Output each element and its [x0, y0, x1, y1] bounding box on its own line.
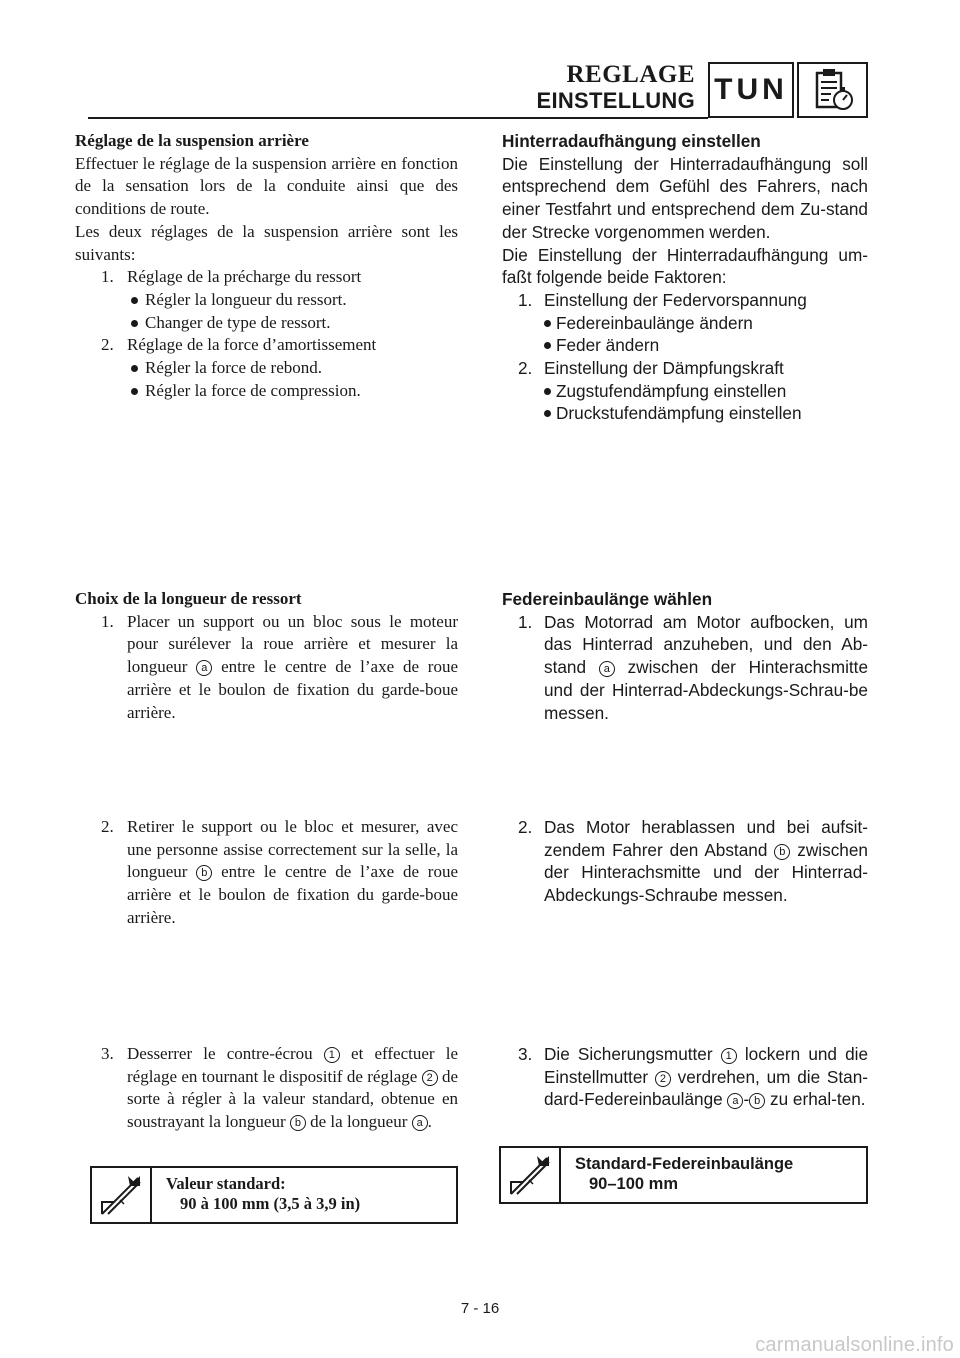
de-spring-heading: Federeinbaulänge wählen: [502, 589, 713, 609]
fr-rear-suspension-section: [75, 130, 458, 402]
de-rear-suspension-section: [502, 130, 868, 425]
de-rear-intro-2: Die Einstellung der Hinterradaufhängung um-faßt folgende beide Faktoren:: [502, 244, 868, 288]
fr-rear-item-2: 2. Réglage de la force d’amortissement: [101, 335, 377, 355]
fr-rear-item-1-bullet-2: Changer de type de ressort.: [75, 312, 458, 335]
fr-spring-heading: Choix de la longueur de ressort: [75, 589, 302, 608]
callout-b-marker: b: [290, 1115, 306, 1131]
de-rear-heading: Hinterradaufhängung einstellen: [502, 131, 761, 151]
callout-2-marker: 2: [655, 1071, 671, 1087]
header-rule: [88, 117, 708, 119]
fr-step-3: 3. Desserrer le contre-écrou 1 et effectuer le réglage en tournant le dispositif de réglage 2 de sorte à régler à la valeur standard, obtenue en soustrayant la longueur b de la longueur a .: [101, 1044, 459, 1132]
de-rear-item-2-bullet-1: Zugstufendämpfung einstellen: [502, 380, 868, 403]
fr-standard-value-box: [90, 1166, 458, 1224]
de-rear-item-2-bullet-2: Druckstufendämpfung einstellen: [502, 402, 868, 425]
fr-rear-intro-2: Les deux réglages de la suspension arrière sont les suivants:: [75, 221, 458, 264]
de-step-1: 1. Das Motorrad am Motor aufbocken, um das Hinterrad anzuheben, und den Ab-stand a zwischen der Hinterachsmitte und der Hinterrad-Abdeckungs-Schrau-be messen.: [518, 611, 869, 723]
callout-a-marker: a: [727, 1093, 743, 1109]
de-rear-item-1-bullet-2: Feder ändern: [502, 334, 868, 357]
callout-a-marker: a: [599, 661, 615, 677]
de-step-2: 2. Das Motor herablassen und bei aufsit-zendem Fahrer den Abstand b zwischen der Hinterachsmitte und der Hinterrad-Abdeckungs-Schraube messen.: [518, 817, 868, 906]
fr-step-1: 1. Placer un support ou un bloc sous le moteur pour surélever la roue arrière et mesurer la longueur a entre le centre de l’axe de roue arrière et le boulon de fixation du garde-boue arrière.: [101, 611, 459, 722]
fr-spec-label: Valeur standard:: [166, 1174, 286, 1193]
page-number: 7 - 16: [460, 1300, 500, 1317]
de-spring-length-section: [502, 588, 868, 724]
fr-rear-item-2-bullet-2: Régler la force de compression.: [75, 380, 458, 403]
de-rear-intro-1: Die Einstellung der Hinterradaufhängung soll entsprechend dem Gefühl des Fahrers, nach einer Testfahrt und entsprechend dem Zu-stand der Strecke vorgenommen werden.: [502, 153, 868, 242]
callout-a-marker: a: [196, 660, 212, 676]
header-title-de: EINSTELLUNG: [536, 88, 695, 113]
section-code: TUN: [714, 73, 788, 106]
de-step-2-block: [502, 816, 868, 907]
fr-rear-item-2-bullet-1: Régler la force de rebond.: [75, 357, 458, 380]
watermark: carmanualsonline.info: [755, 1334, 954, 1356]
de-rear-item-2: 2. Einstellung der Dämpfungskraft: [518, 358, 784, 379]
de-step-3: 3. Die Sicherungsmutter 1 lockern und die Einstellmutter 2 verdrehen, um die Stan-dard-Federeinbaulänge a - b zu erhal-ten.: [518, 1044, 869, 1110]
clipboard-stopwatch-icon: [797, 62, 868, 118]
fr-spec-value: 90 à 100 mm (3,5 à 3,9 in): [180, 1194, 361, 1213]
callout-a-marker: a: [412, 1115, 428, 1131]
fr-spring-length-section: [75, 588, 458, 724]
fr-rear-intro-1: Effectuer le réglage de la suspension arrière en fonction de la sensation lors de la conduite ainsi que des conditions de route.: [75, 153, 458, 219]
caliper-icon: [501, 1148, 561, 1202]
fr-rear-item-1: 1. Réglage de la précharge du ressort: [101, 267, 362, 287]
header-title-fr: REGLAGE: [566, 61, 695, 88]
fr-step-2: 2. Retirer le support ou le bloc et mesurer, avec une personne assise correctement sur la selle, la longueur b entre le centre de l’axe de roue arrière et le boulon de fixation du garde-boue arrière.: [101, 817, 459, 927]
callout-b-marker: b: [774, 844, 790, 860]
de-rear-item-1-bullet-1: Federeinbaulänge ändern: [502, 312, 868, 335]
de-spec-value: 90–100 mm: [589, 1175, 678, 1193]
de-standard-value-box: [499, 1146, 868, 1204]
callout-2-marker: 2: [422, 1070, 438, 1086]
fr-step-3-block: [75, 1043, 458, 1134]
callout-b-marker: b: [196, 865, 212, 881]
caliper-icon: [92, 1168, 152, 1222]
de-step-3-block: [502, 1043, 868, 1111]
callout-b-marker: b: [749, 1093, 765, 1109]
de-spec-label: Standard-Federeinbaulänge: [575, 1155, 794, 1173]
callout-1-marker: 1: [324, 1047, 340, 1063]
de-rear-item-1: 1. Einstellung der Federvorspannung: [518, 289, 807, 310]
callout-1-marker: 1: [721, 1048, 737, 1064]
fr-step-2-block: [75, 816, 458, 930]
fr-rear-heading: Réglage de la suspension arrière: [75, 131, 309, 150]
fr-rear-item-1-bullet-1: Régler la longueur du ressort.: [75, 289, 458, 312]
section-code-badge: [708, 62, 794, 118]
